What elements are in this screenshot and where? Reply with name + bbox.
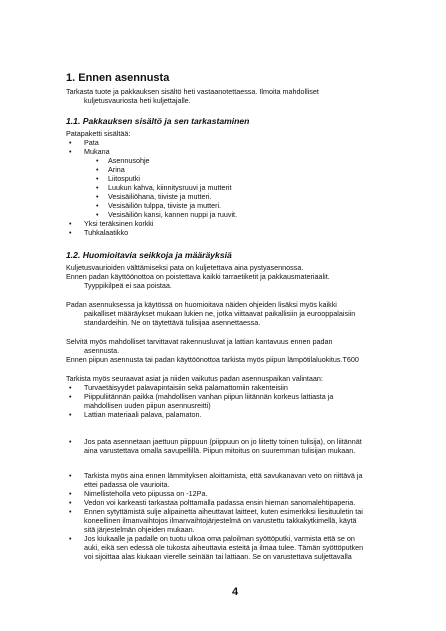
- bullet-icon: •: [69, 147, 72, 156]
- paragraph-line: Tarkista myös seuraavat asiat ja niiden vaikutus padan asennuspaikan valintaan:: [66, 374, 323, 383]
- list-item-continuation: mahdollisen uuden piipun asennusreitti): [84, 401, 211, 410]
- bullet-icon: •: [69, 383, 72, 392]
- list-item: Nimellisteholla veto piipussa on -12Pa.: [84, 489, 208, 498]
- list-item-continuation: koneellinen ilmanvaihtojos ilmanvaihtojärjestelmä on varustettu takkakytkimellä, käytä: [84, 516, 357, 525]
- list-subitem: Luukun kahva, kiinnitysruuvi ja mutterit: [108, 183, 232, 192]
- list-item: Lattian materiaali palava, palamaton.: [84, 410, 202, 419]
- intro-line: kuljetusvauriosta heti kuljettajalle.: [84, 96, 191, 105]
- lead-text: Patapaketti sisältää:: [66, 129, 131, 138]
- bullet-icon: •: [96, 192, 99, 201]
- paragraph-line: Ennen padan käyttöönottoa on poistettava kaikki tarraetiketit ja pakkausmateriaalit.: [66, 272, 330, 281]
- bullet-icon: •: [69, 489, 72, 498]
- bullet-icon: •: [69, 498, 72, 507]
- intro-line: Tarkasta tuote ja pakkauksen sisältö heti vastaanotettaessa. Ilmoita mahdolliset: [66, 87, 319, 96]
- list-item: Tarkista myös aina ennen lämmityksen aloittamista, että savukanavan veto on riittävä ja: [84, 471, 363, 480]
- list-subitem: Asennusohje: [108, 156, 150, 165]
- bullet-icon: •: [96, 165, 99, 174]
- paragraph-line: asennusta.: [84, 346, 120, 355]
- paragraph-line: Padan asennuksessa ja käytössä on huomioitava näiden ohjeiden lisäksi myös kaikki: [66, 300, 337, 309]
- list-item: Mukana: [84, 147, 110, 156]
- page-number: 4: [232, 586, 239, 598]
- paragraph-line: Ennen piipun asennusta tai padan käyttöönottoa tarkista myös piipun lämpötilaluokitus.T600: [66, 355, 359, 364]
- bullet-icon: •: [96, 210, 99, 219]
- bullet-icon: •: [69, 219, 72, 228]
- paragraph-line: paikalliset määräykset mukaan lukien ne, jotka viittaavat paikallisiin ja eurooppalaisiin: [84, 309, 356, 318]
- bullet-icon: •: [96, 156, 99, 165]
- bullet-icon: •: [69, 471, 72, 480]
- list-item: Turvaetäisyydet palavapintaisiin sekä palamattomiin rakenteisiin: [84, 383, 288, 392]
- list-item: Jos kiukaalle ja padalle on tuotu ulkoa oma paloilman syöttöputki, varmista että se on: [84, 534, 355, 543]
- bullet-icon: •: [69, 138, 72, 147]
- paragraph-line: Kuljetusvaurioiden välttämiseksi pata on kuljetettava aina pystyasennossa.: [66, 263, 304, 272]
- list-item: Pata: [84, 138, 99, 147]
- bullet-icon: •: [96, 174, 99, 183]
- list-item: Vedon voi karkeasti tarkastaa polttamalla padassa ensin hieman sanomalehtipaperia.: [84, 498, 356, 507]
- bullet-icon: •: [96, 201, 99, 210]
- list-item-continuation: ettei padassa ole vaurioita.: [84, 480, 170, 489]
- list-item-continuation: voi sijoittaa alas kiukaan vierelle seinään tai lattiaan. Se on varustettava suljettavalla: [84, 552, 352, 561]
- paragraph-line: standardeihin. Ne on täytettävä tulisijaa asennettaessa.: [84, 318, 261, 327]
- list-subitem: Vesisäiliön kansi, kannen nuppi ja ruuvit.: [108, 210, 238, 219]
- list-item: Tuhkalaatikko: [84, 228, 129, 237]
- paragraph-line: Selvitä myös mahdolliset tarvittavat rakennusluvat ja lattian kantavuus ennen padan: [66, 337, 333, 346]
- list-subitem: Arina: [108, 165, 125, 174]
- list-item-continuation: auki, eikä sen edessä ole tukosta aiheuttavia esteitä ja ilmaa tulee. Tämän syöttöputken: [84, 543, 364, 552]
- subsection-title: 1.1. Pakkauksen sisältö ja sen tarkastaminen: [66, 116, 250, 126]
- list-subitem: Vesisäiliöhana, tiiviste ja mutteri.: [108, 192, 212, 201]
- section-title: 1. Ennen asennusta: [66, 72, 170, 84]
- bullet-icon: •: [69, 534, 72, 543]
- bullet-icon: •: [69, 507, 72, 516]
- list-item-continuation: sitä järjestelmän ohjeiden mukaan.: [84, 525, 195, 534]
- bullet-icon: •: [69, 437, 72, 446]
- bullet-icon: •: [69, 228, 72, 237]
- list-subitem: Vesisäiliön tulppa, tiiviste ja mutteri.: [108, 201, 222, 210]
- list-item-continuation: aina varustettava omalla savupellillä. Piipun mitoitus on suuremman tulisijan mukaan.: [84, 446, 356, 455]
- paragraph-line: Tyyppikilpeä ei saa poistaa.: [84, 281, 172, 290]
- list-item: Piippuliitännän paikka (mahdollisen vanhan piipun liitännän korkeus lattiasta ja: [84, 392, 334, 401]
- bullet-icon: •: [69, 392, 72, 401]
- bullet-icon: •: [96, 183, 99, 192]
- list-item: Jos pata asennetaan jaettuun piippuun (piippuun on jo liitetty toinen tulisija), on liitännät: [84, 437, 362, 446]
- bullet-icon: •: [69, 410, 72, 419]
- list-item: Ennen sytyttämistä sulje alipainetta aiheuttavat laitteet, kuten esimerkiksi liesituuletin tai: [84, 507, 363, 516]
- subsection-title: 1.2. Huomioitavia seikkoja ja määräyksiä: [66, 250, 232, 260]
- list-item: Yksi teräksinen korkki: [84, 219, 154, 228]
- list-subitem: Liitosputki: [108, 174, 140, 183]
